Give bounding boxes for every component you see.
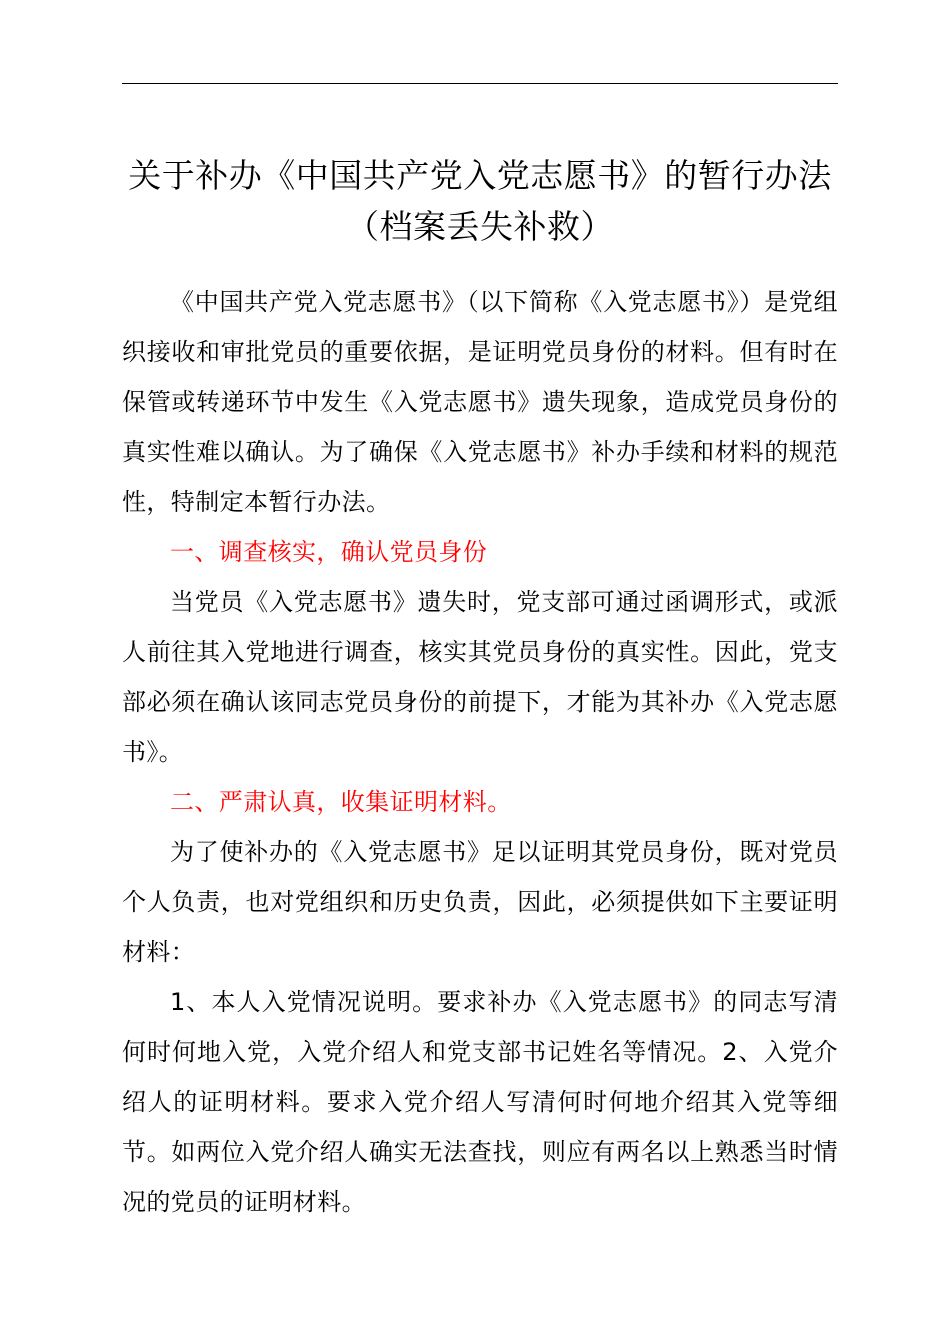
- section-heading-2: 二、严肃认真，收集证明材料。: [170, 788, 512, 816]
- section-heading-1: 一、调查核实，确认党员身份: [170, 538, 488, 566]
- header-rule: [122, 83, 838, 84]
- document-title: 关于补办《中国共产党入党志愿书》的暂行办法（档案丢失补救）: [128, 156, 832, 246]
- materials-list-paragraph: 1、本人入党情况说明。要求补办《入党志愿书》的同志写清何时何地入党，入党介绍人和党支部书记姓名等情况。2、入党介绍人的证明材料。要求入党介绍人写清何时何地介绍其入党等细节。如两位入党介绍人确实无法查找，则应有两名以上熟悉当时情况的党员的证明材料。: [122, 988, 838, 1216]
- intro-paragraph: 《中国共产党入党志愿书》（以下简称《入党志愿书》）是党组织接收和审批党员的重要依据，是证明党员身份的材料。但有时在保管或转递环节中发生《入党志愿书》遗失现象，造成党员身份的真实性难以确认。为了确保《入党志愿书》补办手续和材料的规范性，特制定本暂行办法。: [122, 288, 838, 516]
- section-2-paragraph: 为了使补办的《入党志愿书》足以证明其党员身份，既对党员个人负责，也对党组织和历史负责，因此，必须提供如下主要证明材料：: [122, 838, 838, 966]
- document-body: [122, 277, 838, 1227]
- section-1-paragraph: 当党员《入党志愿书》遗失时，党支部可通过函调形式，或派人前往其入党地进行调查，核实其党员身份的真实性。因此，党支部必须在确认该同志党员身份的前提下，才能为其补办《入党志愿书》。: [122, 588, 838, 766]
